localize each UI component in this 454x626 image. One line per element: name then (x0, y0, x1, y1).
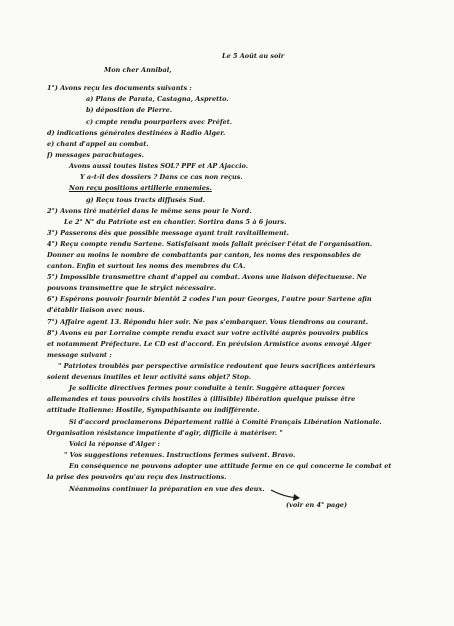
letter-line: attitude Italienne: Hostile, Sympathisante ou indifférente. (47, 406, 260, 414)
letter-line: message suivant : (47, 351, 112, 359)
letter-line: pouvons transmettre que le stryict nécessaire. (47, 284, 217, 292)
letter-line: b) déposition de Pierre. (86, 106, 173, 114)
letter-line: canton. Enfin et surtout les noms des membres du CA. (47, 262, 246, 270)
letter-line: c) cmpte rendu pourparlers avec Préfet. (86, 118, 233, 126)
letter-line: 4°) Reçu compte rendu Sartene. Satisfaisant mois fallait préciser l'état de l'organisation. (47, 240, 373, 248)
letter-line: Je sollicite directives fermes pour conduite à tenir. Suggère attaquer forces (69, 384, 345, 392)
letter-line: Organisation résistance impatiente d'agir, difficile à matériser. " (47, 429, 283, 437)
letter-line: Si d'accord proclamerons Département rallié à Comité Français Libération Nationale. (69, 418, 382, 426)
letter-line: Non reçu positions artillerie ennemies. (69, 184, 212, 192)
page-reference-note: (voir en 4° page) (286, 501, 348, 509)
letter-line: 3°) Passerons dès que possible message ayant trait ravitaillement. (47, 229, 289, 237)
letter-line: 1°) Avons reçu les documents suivants : (47, 84, 192, 92)
letter-line: Néanmoins continuer la préparation en vue des deux. (69, 485, 265, 493)
letter-line: d'établir liaison avec nous. (47, 306, 145, 314)
letter-line: soient devenus inutiles et leur activité sans objet? Stop. (47, 373, 251, 381)
letter-line: e) chant d'appel au combat. (47, 140, 149, 148)
letter-line: 8°) Avons eu par Lorraine compte rendu exact sur votre activité auprès pouvoirs publics (47, 329, 369, 337)
letter-line: 2°) Avons tiré matériel dans le même sens pour le Nord. (47, 207, 252, 215)
letter-line: Voici la réponse d'Alger : (69, 440, 160, 448)
letter-line: la prise des pouvoirs qu'au reçu des instructions. (47, 473, 227, 481)
letter-line: g) Reçu tous tracts diffusés Sud. (86, 196, 205, 204)
arrow-right-icon (270, 488, 304, 502)
letter-line: Donner au moins le nombre de combattants par canton, les noms des responsables de (47, 251, 362, 259)
letter-line: Avons aussi toutes listes SOL? PPF et AP Ajaccio. (69, 162, 249, 170)
letter-date: Le 5 Août au soir (222, 52, 285, 60)
letter-line: f) messages parachutages. (47, 151, 144, 159)
letter-line: a) Plans de Parata, Castagna, Aspretto. (86, 95, 229, 103)
letter-line: Y a-t-il des dossiers ? Dans ce cas non reçus. (80, 173, 243, 181)
letter-line: et notamment Préfecture. Le CD est d'accord. En prévision Armistice avons envoyé Alger (47, 340, 372, 348)
letter-line: 7°) Affaire agent 13. Répondu hier soir. Ne pas s'embarquer. Vous tiendrons au courant. (47, 318, 369, 326)
letter-line: d) indications générales destinées à Radio Alger. (47, 129, 226, 137)
letter-line: En conséquence ne pouvons adopter une attitude ferme en ce qui concerne le combat et (69, 462, 392, 470)
letter-line: 6°) Espérons pouvoir fournir bientôt 2 codes l'un pour Georges, l'autre pour Sartene afin (47, 295, 372, 303)
letter-salutation: Mon cher Annibal, (104, 66, 172, 74)
letter-line: " Patriotes troublés par perspective armistice redoutent que leurs sacrifices antérieurs (58, 362, 376, 370)
letter-line: Le 2° N° du Patriote est en chantier. Sortira dans 5 à 6 jours. (64, 218, 287, 226)
letter-line: allemandes et tous pouvoirs civils hostiles à (illisible) libération quelque puisse être (47, 395, 356, 403)
letter-line: 5°) Impossible transmettre chant d'appel au combat. Avons une liaison défectueuse. Ne (47, 273, 367, 281)
letter-line: " Vos suggestions retenues. Instructions fermes suivent. Bravo. (64, 451, 296, 459)
